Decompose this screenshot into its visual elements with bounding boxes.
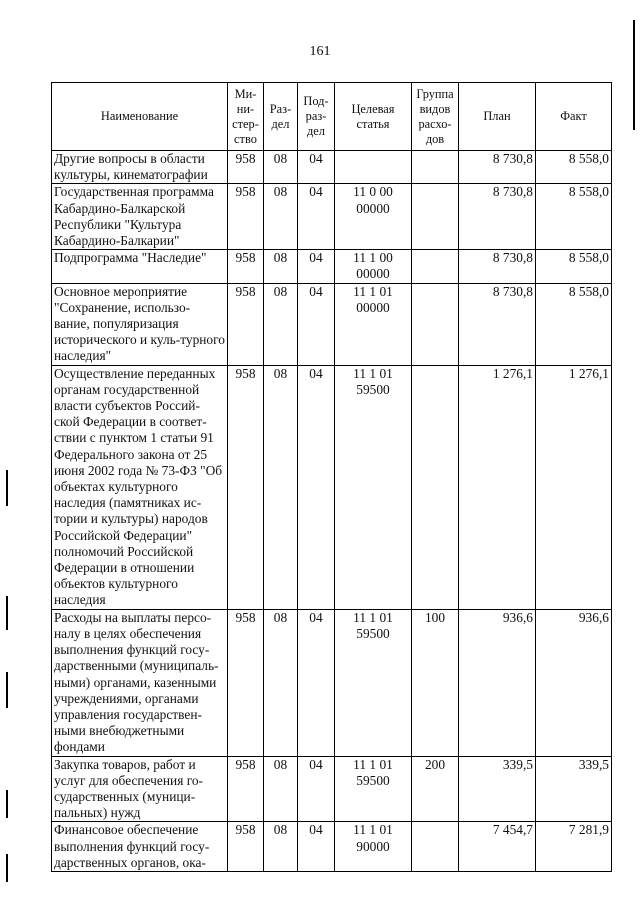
row-target: 11 1 01 00000 <box>335 283 412 365</box>
row-fact: 8 558,0 <box>536 184 612 250</box>
header-target: Целевая статья <box>335 83 412 151</box>
row-name: Осуществление переданных органам государственной власти субъектов Россий-ской Федерации в соответ-ствии с пунктом 1 статьи 91 Федерального закона от 25 июня 2002 года № 73-ФЗ "Об объектах культурного наследия (памятниках ис-тории и культуры) народов Российской Федерации" полномочий Российской Федерации в отношении объектов культурного наследия <box>52 365 228 609</box>
table-row <box>52 250 612 283</box>
row-target: 11 1 01 59500 <box>335 609 412 756</box>
row-group <box>412 184 459 250</box>
row-plan: 8 730,8 <box>459 184 536 250</box>
header-section: Раз- дел <box>264 83 298 151</box>
row-section: 08 <box>264 184 298 250</box>
scan-margin-mark <box>6 596 8 630</box>
table-row <box>52 609 612 756</box>
row-plan: 1 276,1 <box>459 365 536 609</box>
row-fact: 1 276,1 <box>536 365 612 609</box>
budget-table <box>51 82 612 872</box>
row-section: 08 <box>264 283 298 365</box>
row-fact: 936,6 <box>536 609 612 756</box>
page-number: 161 <box>309 44 331 59</box>
row-fact: 8 558,0 <box>536 151 612 184</box>
row-name: Закупка товаров, работ и услуг для обеспечения го-сударственных (муници-пальных) нужд <box>52 756 228 822</box>
row-section: 08 <box>264 250 298 283</box>
row-plan: 936,6 <box>459 609 536 756</box>
row-group <box>412 283 459 365</box>
row-subsection: 04 <box>298 250 335 283</box>
row-ministry: 958 <box>228 609 264 756</box>
row-target <box>335 151 412 184</box>
header-group: Группа видов расхо- дов <box>412 83 459 151</box>
table-row <box>52 365 612 609</box>
row-name: Подпрограмма "Наследие" <box>52 250 228 283</box>
row-fact: 7 281,9 <box>536 822 612 872</box>
row-subsection: 04 <box>298 609 335 756</box>
row-group <box>412 822 459 872</box>
row-ministry: 958 <box>228 184 264 250</box>
row-subsection: 04 <box>298 822 335 872</box>
scan-margin-mark <box>6 470 8 506</box>
row-fact: 8 558,0 <box>536 283 612 365</box>
table-row <box>52 822 612 872</box>
table-row <box>52 756 612 822</box>
row-fact: 8 558,0 <box>536 250 612 283</box>
header-subsection: Под- раз- дел <box>298 83 335 151</box>
scan-margin-mark <box>633 20 635 130</box>
row-section: 08 <box>264 756 298 822</box>
row-name: Государственная программа Кабардино-Балкарской Республики "Культура Кабардино-Балкарии" <box>52 184 228 250</box>
row-ministry: 958 <box>228 283 264 365</box>
row-subsection: 04 <box>298 151 335 184</box>
row-ministry: 958 <box>228 756 264 822</box>
row-group: 100 <box>412 609 459 756</box>
row-target: 11 1 01 59500 <box>335 365 412 609</box>
table-row <box>52 151 612 184</box>
scan-margin-mark <box>6 854 8 882</box>
row-ministry: 958 <box>228 822 264 872</box>
row-subsection: 04 <box>298 184 335 250</box>
row-subsection: 04 <box>298 365 335 609</box>
row-group <box>412 365 459 609</box>
row-name: Другие вопросы в области культуры, кинематографии <box>52 151 228 184</box>
row-subsection: 04 <box>298 283 335 365</box>
row-group: 200 <box>412 756 459 822</box>
row-name: Финансовое обеспечение выполнения функций госу-дарственных органов, ока- <box>52 822 228 872</box>
row-ministry: 958 <box>228 250 264 283</box>
row-section: 08 <box>264 365 298 609</box>
row-plan: 8 730,8 <box>459 250 536 283</box>
row-name: Основное мероприятие "Сохранение, использо-вание, популяризация исторического и куль-турного наследия" <box>52 283 228 365</box>
scan-margin-mark <box>6 790 8 818</box>
header-plan: План <box>459 83 536 151</box>
header-fact: Факт <box>536 83 612 151</box>
row-section: 08 <box>264 609 298 756</box>
row-target: 11 1 00 00000 <box>335 250 412 283</box>
row-target: 11 1 01 90000 <box>335 822 412 872</box>
scan-margin-mark <box>6 672 8 708</box>
table-row <box>52 184 612 250</box>
row-section: 08 <box>264 151 298 184</box>
row-subsection: 04 <box>298 756 335 822</box>
row-ministry: 958 <box>228 151 264 184</box>
row-plan: 8 730,8 <box>459 283 536 365</box>
row-fact: 339,5 <box>536 756 612 822</box>
row-name: Расходы на выплаты персо-налу в целях обеспечения выполнения функций госу-дарственными (муниципаль-ными) органами, казенными учреждениями, органами управления государствен-ными внебюджетными фондами <box>52 609 228 756</box>
row-plan: 339,5 <box>459 756 536 822</box>
row-target: 11 0 00 00000 <box>335 184 412 250</box>
row-group <box>412 250 459 283</box>
row-plan: 8 730,8 <box>459 151 536 184</box>
row-section: 08 <box>264 822 298 872</box>
header-name: Наименование <box>52 83 228 151</box>
row-target: 11 1 01 59500 <box>335 756 412 822</box>
row-ministry: 958 <box>228 365 264 609</box>
table-row <box>52 283 612 365</box>
row-group <box>412 151 459 184</box>
table-header-row <box>52 83 612 151</box>
header-ministry: Ми- ни- стер- ство <box>228 83 264 151</box>
row-plan: 7 454,7 <box>459 822 536 872</box>
